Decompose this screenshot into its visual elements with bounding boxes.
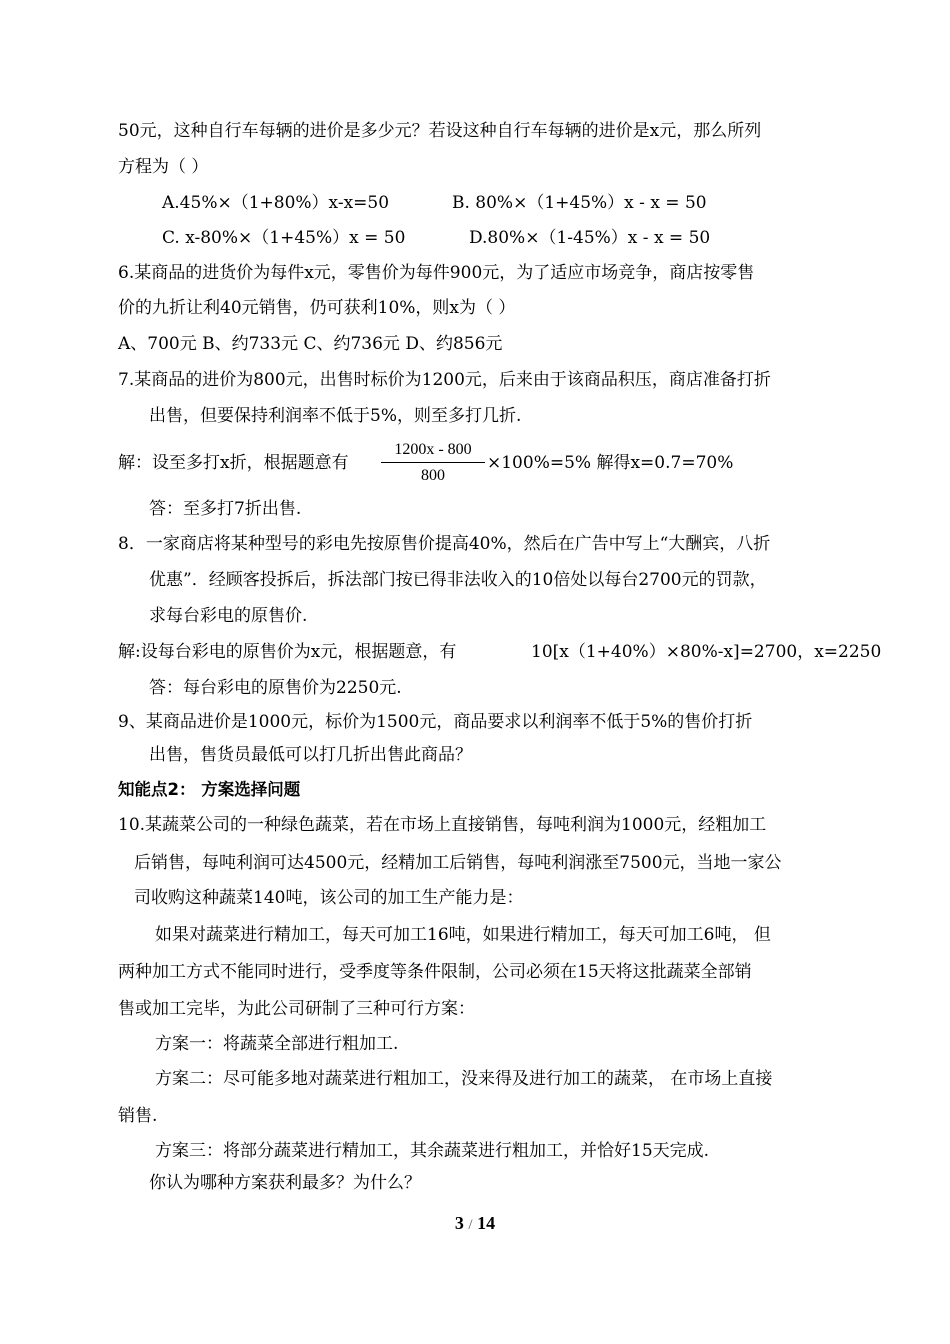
text-line: 司收购这种蔬菜140吨，该公司的加工生产能力是： xyxy=(134,888,524,908)
text-line: 出售，售货员最低可以打几折出售此商品？ xyxy=(149,745,472,765)
text-line: 方程为（ ） xyxy=(118,157,209,177)
question-9: 9、某商品进价是1000元，标价为1500元，商品要求以利润率不低于5%的售价打折 xyxy=(118,712,753,732)
option-a: A.45%×（1+80%）x-x=50 xyxy=(162,193,390,213)
text-line: 出售，但要保持利润率不低于5%，则至多打几折. xyxy=(149,406,522,426)
text-line: 价的九折让利40元销售，仍可获利10%，则x为（ ） xyxy=(118,298,516,318)
option-c: C. x-80%×（1+45%）x = 50 xyxy=(162,228,406,248)
text-line: 销售. xyxy=(118,1106,158,1126)
fraction-denominator: 800 xyxy=(421,467,445,484)
question-6: 6.某商品的进货价为每件x元，零售价为每件900元，为了适应市场竞争，商店按零售 xyxy=(118,263,755,283)
answer-8: 答：每台彩电的原售价为2250元. xyxy=(149,678,402,698)
text-line: 两种加工方式不能同时进行，受季度等条件限制，公司必须在15天将这批蔬菜全部销 xyxy=(118,962,752,982)
page-total: 14 xyxy=(477,1213,496,1233)
option-d: D.80%×（1-45%）x - x = 50 xyxy=(469,228,711,248)
fraction-numerator: 1200x - 800 xyxy=(394,441,472,458)
answer-options: A、700元 B、约733元 C、约736元 D、约856元 xyxy=(118,334,503,354)
question-10: 10.某蔬菜公司的一种绿色蔬菜，若在市场上直接销售，每吨利润为1000元，经粗加工 xyxy=(118,815,767,835)
question-prompt: 你认为哪种方案获利最多？为什么？ xyxy=(149,1173,421,1193)
text-line: 如果对蔬菜进行精加工，每天可加工16吨，如果进行精加工，每天可加工6吨， 但 xyxy=(155,925,771,945)
answer-7: 答：至多打7折出售. xyxy=(149,499,302,519)
text-line: 售或加工完毕，为此公司研制了三种可行方案： xyxy=(118,999,475,1019)
text-line: 求每台彩电的原售价. xyxy=(149,606,308,626)
plan-3: 方案三：将部分蔬菜进行精加工，其余蔬菜进行粗加工，并恰好15天完成. xyxy=(155,1141,710,1161)
fraction-bar xyxy=(381,462,485,463)
text-line: 后销售，每吨利润可达4500元，经精加工后销售，每吨利润涨至7500元，当地一家公 xyxy=(134,853,782,873)
text-line: 优惠”．经顾客投拆后，拆法部门按已得非法收入的10倍处以每台2700元的罚款， xyxy=(149,570,767,590)
solution-8: 解:设每台彩电的原售价为x元，根据题意，有 xyxy=(118,642,457,662)
plan-2: 方案二：尽可能多地对蔬菜进行粗加工，没来得及进行加工的蔬菜， 在市场上直接 xyxy=(155,1069,773,1089)
solution-8-equation: 10[x（1+40%）×80%-x]=2700，x=2250 xyxy=(531,642,882,662)
solution-7-result: ×100%=5% 解得x=0.7=70% xyxy=(487,453,734,473)
page-current: 3 xyxy=(454,1213,464,1233)
question-7: 7.某商品的进价为800元，出售时标价为1200元，后来由于该商品积压，商店准备打折 xyxy=(118,370,771,390)
text-line: 50元，这种自行车每辆的进价是多少元？若设这种自行车每辆的进价是x元，那么所列 xyxy=(118,121,762,141)
page-separator: / xyxy=(468,1217,473,1233)
section-heading: 知能点2： 方案选择问题 xyxy=(118,780,301,799)
plan-1: 方案一：将蔬菜全部进行粗加工. xyxy=(155,1034,399,1054)
fraction xyxy=(381,440,485,488)
solution-7: 解：设至多打x折，根据题意有 xyxy=(118,453,349,473)
option-b: B. 80%×（1+45%）x - x = 50 xyxy=(452,193,707,213)
page-number xyxy=(0,1213,950,1234)
question-8: 8．一家商店将某种型号的彩电先按原售价提高40%，然后在广告中写上“大酬宾，八折 xyxy=(118,534,771,554)
